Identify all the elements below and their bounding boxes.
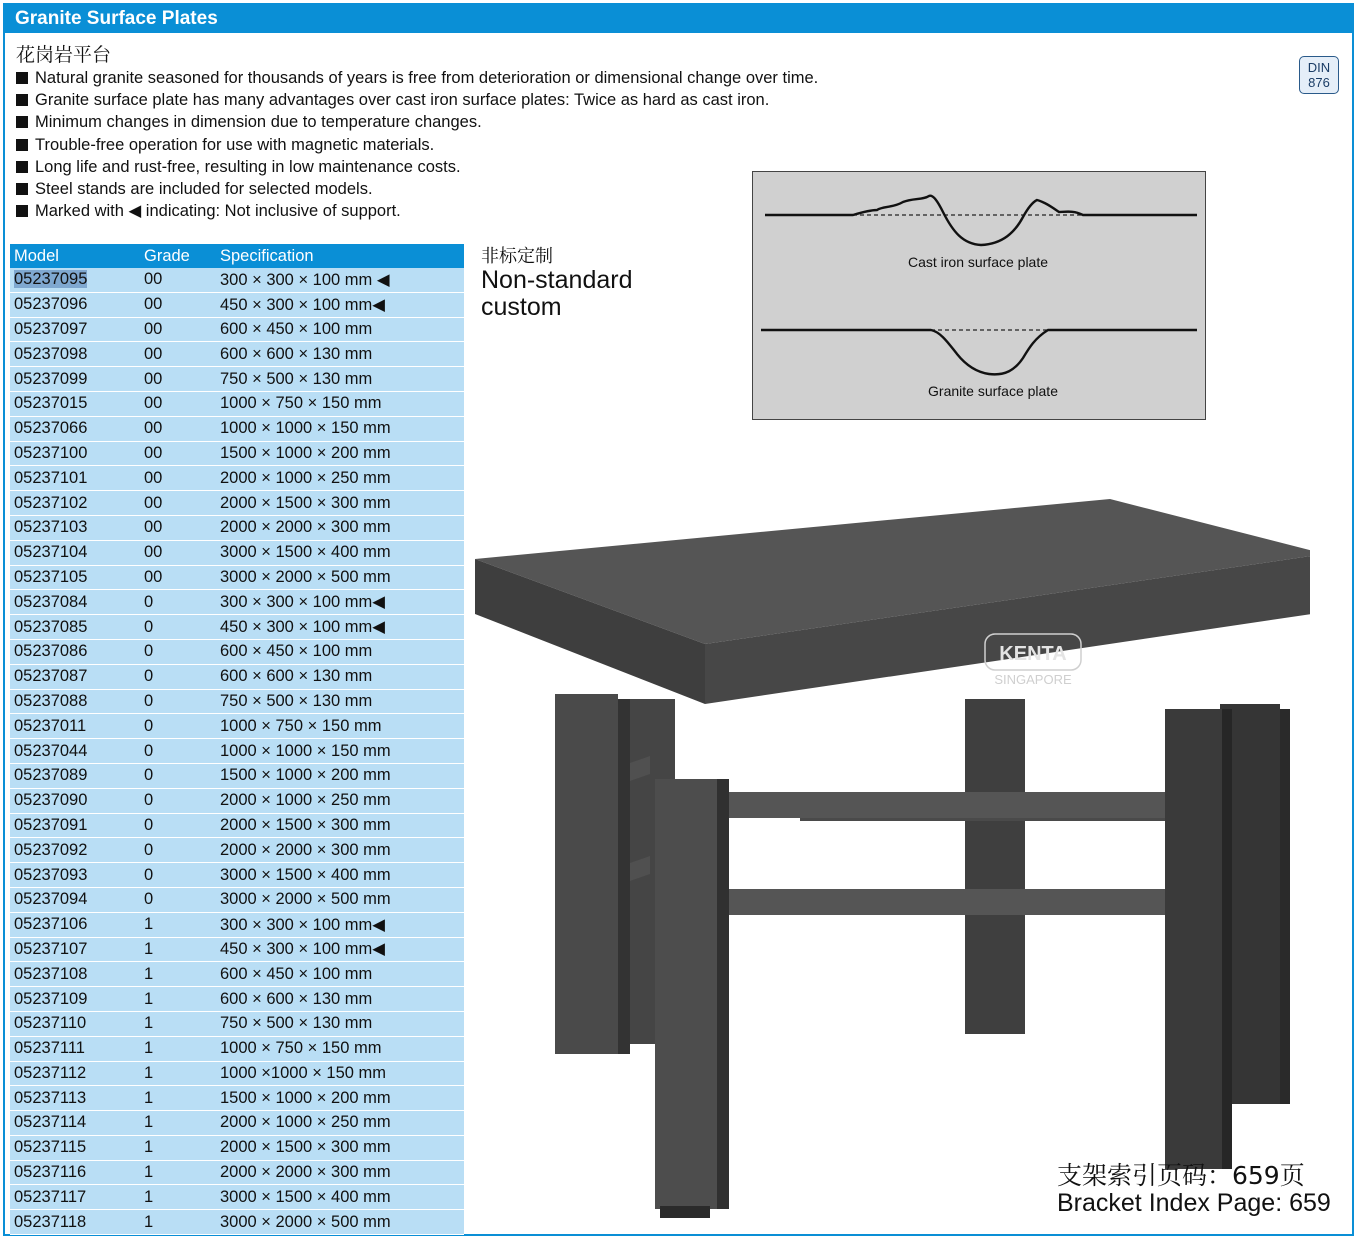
cell-grade: 0 (144, 617, 154, 636)
cast-iron-label: Cast iron surface plate (907, 254, 1049, 270)
cell-specification: 3000 × 1500 × 400 mm (220, 1187, 391, 1206)
table-row (10, 442, 464, 467)
table-row (10, 516, 464, 541)
table-row (10, 814, 464, 839)
cell-specification: 600 × 450 × 100 mm (220, 964, 373, 983)
table-row (10, 1136, 464, 1161)
cell-model: 05237092 (14, 840, 88, 859)
table-row (10, 739, 464, 764)
cell-grade: 00 (144, 319, 163, 338)
table-row (10, 913, 464, 938)
cell-model: 05237093 (14, 865, 88, 884)
table-row (10, 367, 464, 392)
flatness-diagram (752, 171, 1206, 420)
feature-item: Marked with ◀ indicating: Not inclusive of support. (16, 200, 818, 222)
cell-model: 05237107 (14, 939, 88, 958)
non-standard-cn: 非标定制 (481, 246, 553, 267)
bullet-square-icon (16, 205, 28, 217)
cell-grade: 0 (144, 865, 154, 884)
cell-model: 05237084 (14, 592, 88, 611)
table-row (10, 888, 464, 913)
cell-grade: 0 (144, 716, 154, 735)
bullet-square-icon (16, 116, 28, 128)
cell-model: 05237096 (14, 295, 88, 314)
cell-model: 05237011 (14, 716, 87, 735)
cell-grade: 00 (144, 419, 163, 438)
non-standard-en: Non-standard custom (481, 266, 633, 321)
cell-model: 05237044 (14, 741, 88, 760)
table-row (10, 1161, 464, 1186)
cell-grade: 0 (144, 815, 154, 834)
cell-specification: 3000 × 2000 × 500 mm (220, 890, 391, 909)
cell-specification: 750 × 500 × 130 mm (220, 1014, 373, 1033)
cell-specification: 1500 × 1000 × 200 mm (220, 766, 391, 785)
cell-grade: 00 (144, 344, 163, 363)
table-row (10, 566, 464, 591)
cell-grade: 1 (144, 1187, 154, 1206)
cell-grade: 1 (144, 1039, 154, 1058)
table-body (10, 268, 464, 1235)
product-photo (470, 494, 1310, 1229)
table-row (10, 863, 464, 888)
cell-model: 05237108 (14, 964, 88, 983)
table-row (10, 268, 464, 293)
cell-specification: 1000 × 750 × 150 mm (220, 394, 382, 413)
cell-model: 05237095 (14, 270, 88, 289)
table-row (10, 665, 464, 690)
cell-model: 05237118 (14, 1212, 87, 1231)
bracket-index-en: Bracket Index Page: 659 (1057, 1189, 1331, 1217)
table-row (10, 962, 464, 987)
brand-logo: KENTA (999, 643, 1067, 665)
cell-model: 05237114 (14, 1113, 87, 1132)
cell-grade: 00 (144, 518, 163, 537)
cell-grade: 1 (144, 1088, 154, 1107)
cell-grade: 1 (144, 1212, 154, 1231)
cell-grade: 1 (144, 1138, 154, 1157)
cell-model: 05237099 (14, 369, 88, 388)
cell-specification: 750 × 500 × 130 mm (220, 369, 373, 388)
table-row (10, 1086, 464, 1111)
cell-grade: 0 (144, 642, 154, 661)
cell-grade: 0 (144, 741, 154, 760)
header-grade: Grade (144, 246, 190, 265)
cell-specification: 300 × 300 × 100 mm◀ (220, 915, 385, 934)
cell-grade: 0 (144, 766, 154, 785)
header-specification: Specification (220, 246, 314, 265)
cell-grade: 1 (144, 915, 154, 934)
cell-model: 05237098 (14, 344, 88, 363)
table-row (10, 491, 464, 516)
table-row (10, 293, 464, 318)
cell-model: 05237015 (14, 394, 88, 413)
feature-item: Steel stands are included for selected models. (16, 178, 818, 200)
cell-model: 05237104 (14, 543, 88, 562)
cell-specification: 600 × 600 × 130 mm (220, 667, 373, 686)
cell-model: 05237085 (14, 617, 88, 636)
cell-specification: 2000 × 2000 × 300 mm (220, 518, 391, 537)
cell-model: 05237066 (14, 419, 88, 438)
bullet-square-icon (16, 183, 28, 195)
cell-specification: 3000 × 2000 × 500 mm (220, 1212, 391, 1231)
table-row (10, 789, 464, 814)
flatness-diagram-svg (753, 172, 1204, 418)
cell-grade: 0 (144, 691, 154, 710)
din-badge: DIN 876 (1299, 56, 1339, 94)
table-row (10, 417, 464, 442)
cell-specification: 2000 × 1500 × 300 mm (220, 1138, 391, 1157)
bullet-square-icon (16, 72, 28, 84)
cell-grade: 00 (144, 443, 163, 462)
cell-model: 05237117 (14, 1187, 87, 1206)
cell-grade: 0 (144, 667, 154, 686)
feature-item: Minimum changes in dimension due to temperature changes. (16, 111, 818, 133)
table-row (10, 342, 464, 367)
cell-specification: 450 × 300 × 100 mm◀ (220, 618, 385, 637)
cell-specification: 1000 × 750 × 150 mm (220, 1039, 382, 1058)
cell-grade: 1 (144, 964, 154, 983)
cell-grade: 0 (144, 890, 154, 909)
chinese-title: 花岗岩平台 (16, 44, 112, 66)
feature-item: Natural granite seasoned for thousands of years is free from deterioration or dimensional change over time. (16, 67, 818, 89)
cell-specification: 450 × 300 × 100 mm◀ (220, 940, 385, 959)
table-row (10, 1185, 464, 1210)
cell-grade: 00 (144, 394, 163, 413)
cell-grade: 00 (144, 543, 163, 562)
spec-table (10, 244, 464, 1235)
cell-specification: 600 × 600 × 130 mm (220, 989, 373, 1008)
table-row (10, 541, 464, 566)
cell-specification: 600 × 450 × 100 mm (220, 642, 373, 661)
cell-specification: 1500 × 1000 × 200 mm (220, 443, 391, 462)
cell-specification: 1000 × 1000 × 150 mm (220, 419, 391, 438)
cell-grade: 00 (144, 567, 163, 586)
cell-specification: 600 × 450 × 100 mm (220, 319, 373, 338)
cell-grade: 1 (144, 1163, 154, 1182)
cell-grade: 1 (144, 939, 154, 958)
cell-grade: 00 (144, 270, 163, 289)
cell-grade: 0 (144, 592, 154, 611)
cell-grade: 00 (144, 295, 163, 314)
table-row (10, 1111, 464, 1136)
cell-model: 05237115 (14, 1138, 87, 1157)
bullet-square-icon (16, 161, 28, 173)
cell-grade: 00 (144, 369, 163, 388)
cell-specification: 2000 × 1000 × 250 mm (220, 1113, 391, 1132)
cell-model: 05237090 (14, 791, 88, 810)
table-row (10, 590, 464, 615)
table-row (10, 1210, 464, 1235)
cell-model: 05237101 (14, 468, 88, 487)
cell-specification: 300 × 300 × 100 mm◀ (220, 593, 385, 612)
table-header (10, 244, 464, 268)
cell-model: 05237087 (14, 667, 88, 686)
bullet-square-icon (16, 139, 28, 151)
cell-specification: 1000 × 1000 × 150 mm (220, 741, 391, 760)
cell-model: 05237106 (14, 915, 88, 934)
table-row (10, 640, 464, 665)
cell-model: 05237089 (14, 766, 88, 785)
cell-grade: 1 (144, 1014, 154, 1033)
cell-specification: 450 × 300 × 100 mm◀ (220, 295, 385, 314)
cell-specification: 600 × 600 × 130 mm (220, 344, 373, 363)
table-row (10, 714, 464, 739)
table-row (10, 838, 464, 863)
cell-specification: 300 × 300 × 100 mm ◀ (220, 270, 390, 289)
feature-item: Granite surface plate has many advantages over cast iron surface plates: Twice as hard as cast iron. (16, 89, 818, 111)
cell-model: 05237113 (14, 1088, 87, 1107)
cell-grade: 00 (144, 468, 163, 487)
cell-model: 05237109 (14, 989, 88, 1008)
cell-specification: 1000 ×1000 × 150 mm (220, 1063, 387, 1082)
cell-grade: 1 (144, 1113, 154, 1132)
header-model: Model (14, 246, 59, 265)
cell-model: 05237094 (14, 890, 88, 909)
table-row (10, 1037, 464, 1062)
table-row (10, 392, 464, 417)
feature-item: Long life and rust-free, resulting in low maintenance costs. (16, 156, 818, 178)
brand-origin: SINGAPORE (994, 672, 1072, 687)
table-row (10, 987, 464, 1012)
cell-grade: 0 (144, 791, 154, 810)
cell-model: 05237102 (14, 493, 88, 512)
cell-model: 05237116 (14, 1163, 87, 1182)
cell-specification: 2000 × 2000 × 300 mm (220, 1163, 391, 1182)
cell-specification: 3000 × 1500 × 400 mm (220, 543, 391, 562)
table-row (10, 615, 464, 640)
cell-grade: 1 (144, 1063, 154, 1082)
cell-specification: 2000 × 1500 × 300 mm (220, 815, 391, 834)
feature-item: Trouble-free operation for use with magnetic materials. (16, 134, 818, 156)
cell-model: 05237111 (14, 1039, 85, 1058)
cell-model: 05237091 (14, 815, 88, 834)
cell-specification: 1000 × 750 × 150 mm (220, 716, 382, 735)
table-row (10, 938, 464, 963)
cell-specification: 3000 × 1500 × 400 mm (220, 865, 391, 884)
table-row (10, 1062, 464, 1087)
cell-model: 05237112 (14, 1063, 87, 1082)
cell-model: 05237097 (14, 319, 88, 338)
cell-specification: 750 × 500 × 130 mm (220, 691, 373, 710)
table-row (10, 318, 464, 343)
cell-specification: 2000 × 1500 × 300 mm (220, 493, 391, 512)
cell-specification: 2000 × 1000 × 250 mm (220, 791, 391, 810)
feature-list (16, 67, 818, 222)
cell-model: 05237103 (14, 518, 88, 537)
cell-model: 05237105 (14, 567, 88, 586)
cell-grade: 00 (144, 493, 163, 512)
table-row (10, 466, 464, 491)
cell-model: 05237100 (14, 443, 88, 462)
cell-model: 05237086 (14, 642, 88, 661)
bullet-square-icon (16, 94, 28, 106)
table-row (10, 690, 464, 715)
granite-plate-on-stand-image (470, 494, 1310, 1229)
cell-specification: 2000 × 2000 × 300 mm (220, 840, 391, 859)
cell-specification: 1500 × 1000 × 200 mm (220, 1088, 391, 1107)
cell-model: 05237088 (14, 691, 88, 710)
cell-model: 05237110 (14, 1014, 87, 1033)
cell-specification: 3000 × 2000 × 500 mm (220, 567, 391, 586)
table-row (10, 1012, 464, 1037)
cell-grade: 0 (144, 840, 154, 859)
granite-label: Granite surface plate (928, 383, 1058, 399)
cell-grade: 1 (144, 989, 154, 1008)
page-title: Granite Surface Plates (5, 5, 1352, 33)
table-row (10, 764, 464, 789)
cell-specification: 2000 × 1000 × 250 mm (220, 468, 391, 487)
bracket-index-cn: 支架索引页码：659页 (1057, 1161, 1305, 1190)
